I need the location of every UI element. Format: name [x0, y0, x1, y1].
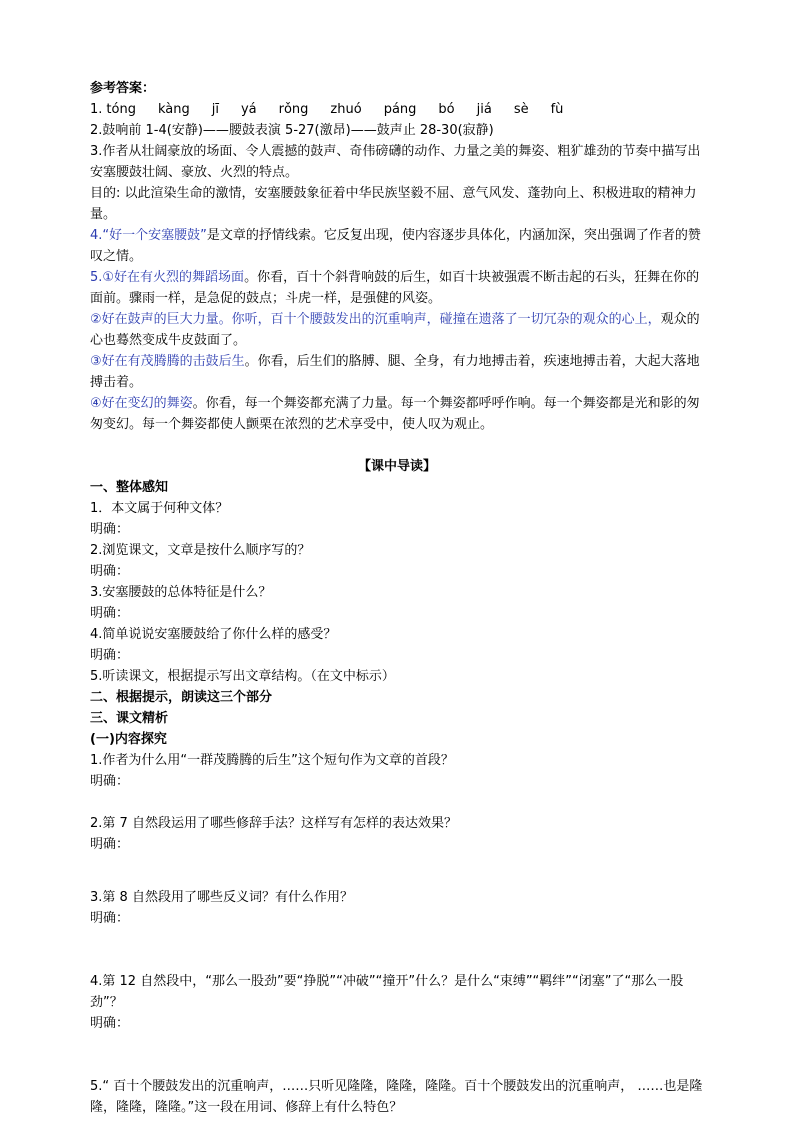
s1-question-3: 3.安塞腰鼓的总体特征是什么？	[90, 585, 272, 600]
answer-3-purpose: 目的: 以此渲染生命的激情，安塞腰鼓象征着中华民族坚毅不屈、意气风发、蓬勃向上、积极进取的精神力量。	[90, 186, 697, 222]
answer-label: 明确：	[90, 774, 130, 789]
answer-5-3	[90, 351, 704, 393]
pinyin-item: jiá	[476, 102, 492, 117]
section-3-subtitle: (一)内容探究	[90, 732, 167, 747]
pinyin-item: yá	[240, 102, 257, 117]
pinyin-item: kàng	[157, 102, 190, 117]
answer-label: 明确：	[90, 837, 130, 852]
answer-4	[90, 225, 704, 267]
answer-label: 明确：	[90, 606, 130, 621]
answer-5-2	[90, 309, 704, 351]
answer-3-text: 3.作者从壮阔豪放的场面、令人震撼的鼓声、奇伟磅礴的动作、力量之美的舞姿、粗犷雄劲的节奏中描写出安塞腰鼓壮阔、豪放、火烈的特点。	[90, 144, 701, 180]
answer-5-1	[90, 267, 704, 309]
answer-5-3-highlight: ③好在有茂腾腾的击鼓后生	[90, 354, 245, 369]
pinyin-item: fù	[550, 102, 564, 117]
answer-4-quote: 4.“好一个安塞腰鼓”	[90, 228, 207, 243]
section-3-title: 三、课文精析	[90, 711, 169, 726]
answer-5-4	[90, 393, 704, 435]
s1-question-2: 2.浏览课文，文章是按什么顺序写的？	[90, 543, 311, 558]
answer-2: 2.鼓响前 1-4(安静)——腰鼓表演 5-27(激昂)——鼓声止 28-30(寂静)	[90, 123, 494, 138]
s1-question-4: 4.简单说说安塞腰鼓给了你什么样的感受？	[90, 627, 337, 642]
answer-label: 明确：	[90, 522, 130, 537]
s3-question-4: 4.第 12 自然段中，“那么一股劲”要“挣脱”“冲破”“撞开”什么？是什么“束缚”“羁绊”“闭塞”了“那么一股劲”？	[90, 974, 684, 1010]
pinyin-item: bó	[438, 102, 455, 117]
s3-question-5: 5.“ 百十个腰鼓发出的沉重响声，……只听见隆隆，隆隆，隆隆。百十个腰鼓发出的沉重响声， ……也是隆隆，隆隆，隆隆。”这一段在用词、修辞上有什么特色？	[90, 1079, 703, 1115]
guide-heading: 【课中导读】	[357, 459, 436, 474]
s3-question-1: 1.作者为什么用“一群茂腾腾的后生”这个短句作为文章的首段？	[90, 753, 454, 768]
section-1-title: 一、整体感知	[90, 480, 169, 495]
answer-label: 明确：	[90, 564, 130, 579]
section-2-title: 二、根据提示，朗读这三个部分	[90, 690, 273, 705]
answer-5-4-highlight: ④好在变幻的舞姿	[90, 396, 193, 411]
answer-5-3-rest: 。你看，后生们的胳膊、腿、全身，有力地搏击着，疾速地搏击着，大起大落地搏击着。	[90, 354, 700, 390]
pinyin-item: rǒng	[278, 102, 309, 117]
pinyin-item: sè	[513, 102, 529, 117]
answer-5-4-rest: 。你看，每一个舞姿都充满了力量。每一个舞姿都呼呼作响。每一个舞姿都是光和影的匆匆变幻。每一个舞姿都使人颤栗在浓烈的艺术享受中，使人叹为观止。	[90, 396, 700, 432]
pinyin-item: tóng	[106, 102, 136, 117]
answer-5-2-rest: 观众的心也蓦然变成牛皮鼓面了。	[90, 312, 700, 348]
answer-label: 明确：	[90, 911, 130, 926]
answers-title: 参考答案：	[90, 81, 156, 96]
document-page	[90, 78, 704, 1118]
pinyin-item: jī	[211, 102, 219, 117]
s3-question-2: 2.第 7 自然段运用了哪些修辞手法？这样写有怎样的表达效果？	[90, 816, 457, 831]
s1-question-5: 5.听读课文，根据提示写出文章结构。（在文中标示）	[90, 669, 395, 684]
answer-1-label: 1.	[90, 102, 103, 117]
answer-1-pinyin-row	[90, 99, 704, 120]
s1-question-1: 1．本文属于何种文体？	[90, 501, 229, 516]
answer-label: 明确：	[90, 648, 130, 663]
s3-question-3: 3.第 8 自然段用了哪些反义词？有什么作用？	[90, 890, 353, 905]
answer-5-2-highlight: ②好在鼓声的巨大力量。你听，百十个腰鼓发出的沉重响声，碰撞在遗落了一切冗杂的观众的心上，	[90, 312, 661, 327]
answer-label: 明确：	[90, 1016, 130, 1031]
pinyin-item: zhuó	[330, 102, 362, 117]
answer-5-1-highlight: 5.①好在有火烈的舞蹈场面	[90, 270, 245, 285]
pinyin-item: páng	[383, 102, 417, 117]
answer-5-1-rest: 。你看，百十个斜背响鼓的后生，如百十块被强震不断击起的石头，狂舞在你的面前。骤雨一样，是急促的鼓点；斗虎一样，是强健的风姿。	[90, 270, 700, 306]
answer-4-rest: 是文章的抒情线索。它反复出现，使内容逐步具体化，内涵加深，突出强调了作者的赞叹之情。	[90, 228, 701, 264]
